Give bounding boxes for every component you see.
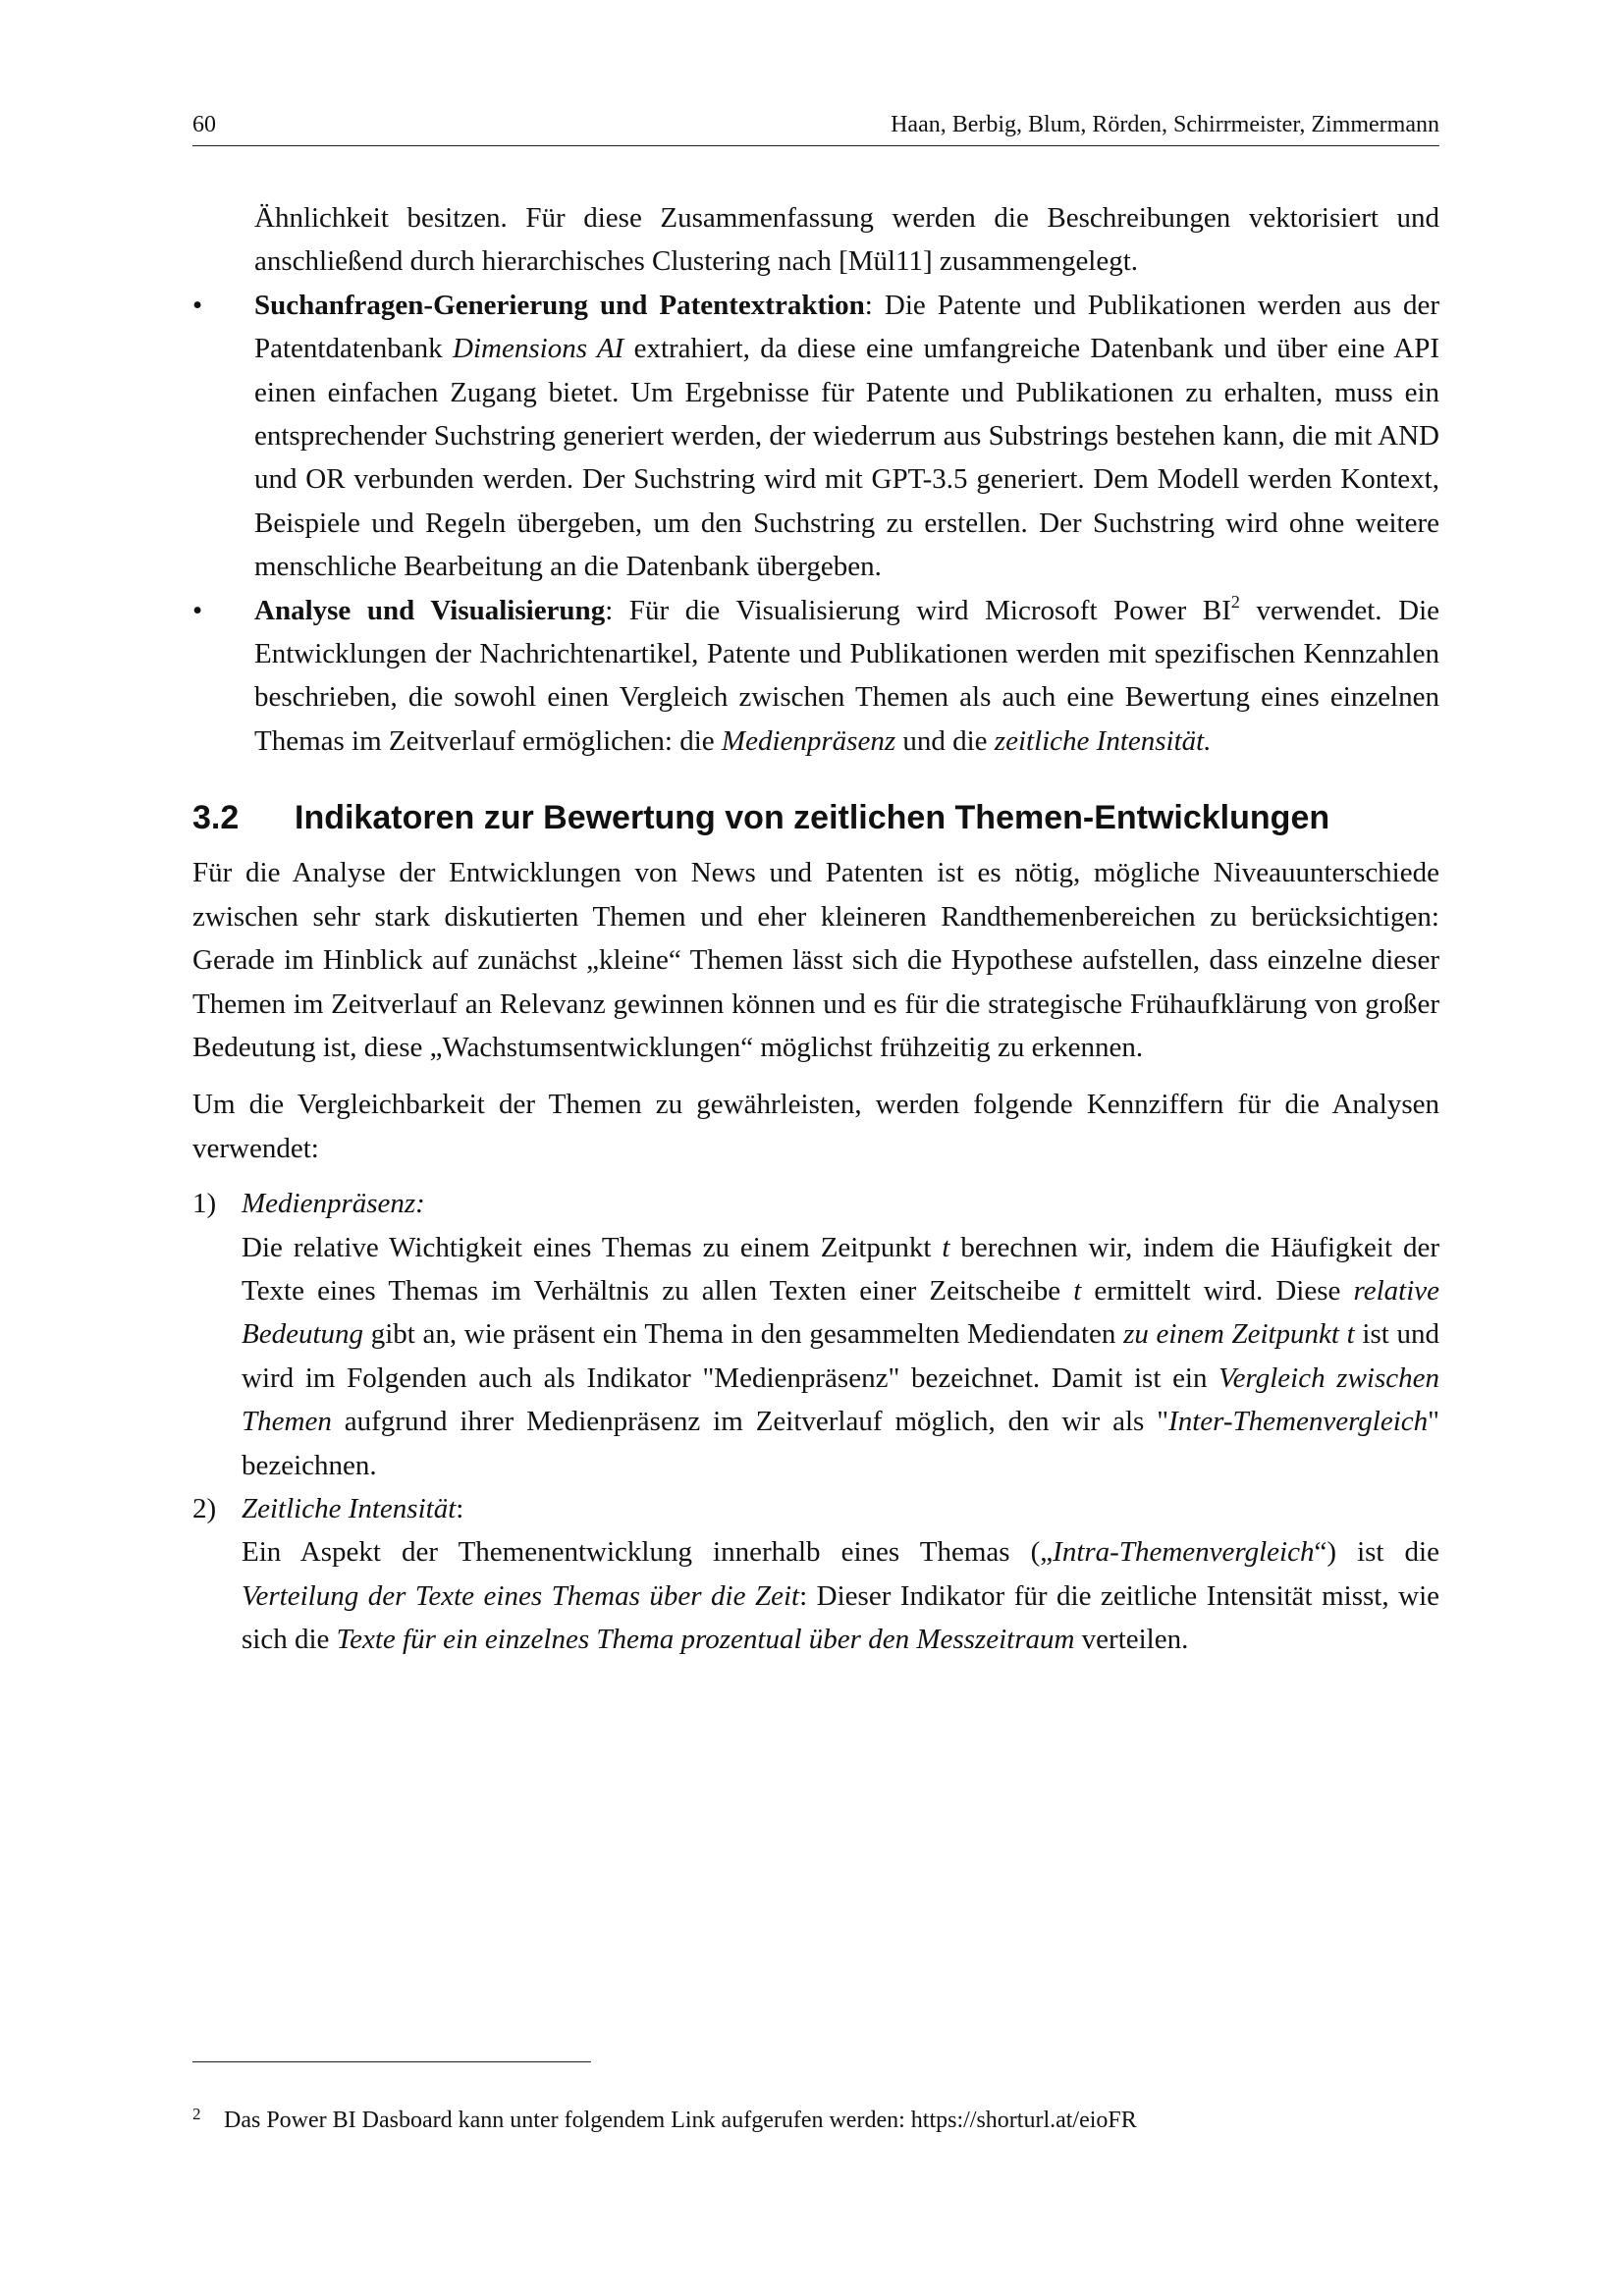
continuation-text: Ähnlichkeit besitzen. Für diese Zusammenfassung werden die Beschreibungen vektorisiert und anschließend durch hierarchisches Clustering nach [Mül11] zusammengelegt.: [254, 202, 1439, 278]
enum-label: Medienpräsenz:: [242, 1188, 425, 1220]
body-text: [192, 196, 1439, 1662]
footnote-reference: 2: [1230, 591, 1240, 612]
bullet-title: Suchanfragen-Generierung und Patentextraktion: [254, 289, 865, 321]
footnote-divider: [192, 2061, 591, 2062]
enum-item-intensitaet: [192, 1487, 1439, 1662]
enum-body: Ein Aspekt der Themenentwicklung innerhalb eines Themas („Intra-Themenvergleich“) ist die Verteilung der Texte eines Themas über die Zeit: Dieser Indikator für die zeitliche Intensität misst, wie sich die Texte für ein einzelnes Thema prozentual über den Messzeitraum verteilen.: [242, 1536, 1439, 1656]
footnote: [192, 2099, 1439, 2136]
enum-item-medienpraesenz: [192, 1182, 1439, 1487]
bullet-item-analysis: • Analyse und Visualisierung: Für die Visualisierung wird Microsoft Power $BI^2$ verwendet. Die Entwicklungen der Nachrichtenartikel, Patente und Publikationen werden mit spezifischen Kennzahlen beschrieben, die sowohl einen Vergleich zwischen Themen als auch eine Bewertung eines einzelnen Themas im Zeitverlauf ermöglichen: die Medienpräsenz und die zeitliche Intensität.: [192, 589, 1439, 764]
bullet-title: Analyse und Visualisierung: [254, 594, 606, 626]
paragraph: Für die Analyse der Entwicklungen von News und Patenten ist es nötig, mögliche Niveauunterschiede zwischen sehr stark diskutierten Themen und eher kleineren Randthemenbereichen zu berücksichtigen: Gerade im Hinblick auf zunächst „kleine“ Themen lässt sich die Hypothese aufstellen, dass einzelne dieser Themen im Zeitverlauf an Relevanz gewinnen können und es für die strategische Frühaufklärung von großer Bedeutung ist, diese „Wachstumsentwicklungen“ möglichst frühzeitig zu erkennen.: [192, 857, 1439, 1063]
enum-number: 2): [192, 1492, 217, 1524]
bullet-item-search: • Suchanfragen-Generierung und Patentextraktion: Die Patente und Publikationen werden aus der Patentdatenbank Dimensions AI extrahiert, da diese eine umfangreiche Datenbank und über eine API einen einfachen Zugang bietet. Um Ergebnisse für Patente und Publikationen zu erhalten, muss ein entsprechender Suchstring generiert werden, der wiederrum aus Substrings bestehen kann, die mit AND und OR verbunden werden. Der Suchstring wird mit GPT-3.5 generiert. Dem Modell werden Kontext, Beispiele und Regeln übergeben, um den Suchstring zu erstellen. Der Suchstring wird ohne weitere menschliche Bearbeitung an die Datenbank übergeben.: [192, 284, 1439, 589]
section-number: 3.2: [192, 799, 240, 837]
footnote-text: Das Power BI Dasboard kann unter folgendem Link aufgerufen werden: https://shorturl.at/eioFR: [224, 2108, 1137, 2133]
running-header-authors: Haan, Berbig, Blum, Rörden, Schirrmeister, Zimmermann: [891, 112, 1439, 137]
paragraph: Um die Vergleichbarkeit der Themen zu gewährleisten, werden folgende Kennziffern für die Analysen verwendet:: [192, 1089, 1439, 1164]
section-heading: [192, 796, 1439, 839]
enum-body: Die relative Wichtigkeit eines Themas zu einem Zeitpunkt t berechnen wir, indem die Häufigkeit der Texte eines Themas im Verhältnis zu allen Texten einer Zeitscheibe t ermittelt wird. Diese relative Bedeutung gibt an, wie präsent ein Thema in den gesammelten Mediendaten zu einem Zeitpunkt t ist und wird im Folgenden auch als Indikator "Medienpräsenz" bezeichnet. Damit ist ein Vergleich zwischen Themen aufgrund ihrer Medienpräsenz im Zeitverlauf möglich, den wir als "Inter-Themenvergleich" bezeichnen.: [242, 1231, 1439, 1481]
page-number: 60: [192, 112, 216, 137]
enum-label: Zeitliche Intensität:: [242, 1492, 464, 1524]
running-header: [192, 110, 1439, 146]
footnote-mark: 2: [192, 2105, 201, 2123]
enum-number: 1): [192, 1188, 217, 1220]
section-title: Indikatoren zur Bewertung von zeitlichen Themen-Entwicklungen: [295, 799, 1330, 837]
bullet-icon: •: [192, 594, 203, 626]
bullet-icon: •: [192, 289, 203, 321]
